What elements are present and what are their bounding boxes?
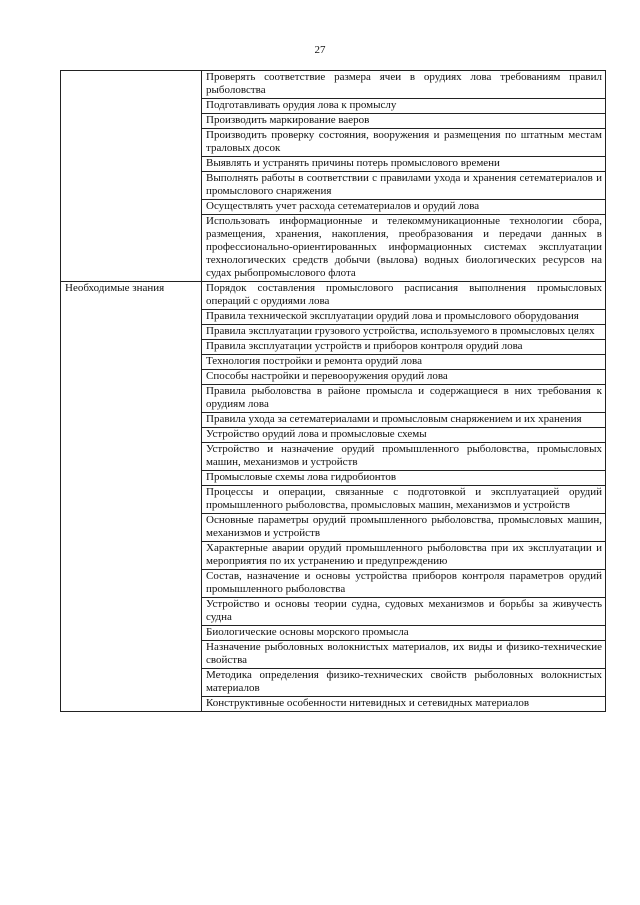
knowledge-item: Порядок составления промыслового расписания выполнения промысловых операций с орудиями лова xyxy=(202,282,606,310)
knowledge-item: Правила эксплуатации устройств и приборов контроля орудий лова xyxy=(202,340,606,355)
knowledge-item: Характерные аварии орудий промышленного рыболовства при их эксплуатации и мероприятия по их устранению и предупреждению xyxy=(202,542,606,570)
skill-item: Выявлять и устранять причины потерь промыслового времени xyxy=(202,157,606,172)
knowledge-item: Правила технической эксплуатации орудий лова и промыслового оборудования xyxy=(202,310,606,325)
knowledge-label: Необходимые знания xyxy=(61,282,202,712)
knowledge-item: Назначение рыболовных волокнистых материалов, их виды и физико-технические свойства xyxy=(202,641,606,669)
knowledge-item: Биологические основы морского промысла xyxy=(202,626,606,641)
competency-table xyxy=(60,70,606,712)
skill-item: Использовать информационные и телекоммуникационные технологии сбора, размещения, хранения, накопления, преобразования и передачи данных в профессионально-ориентированных информационных системах эксплуатации технологических средств добычи (вылова) водных биологических ресурсов на судах рыбопромыслового флота xyxy=(202,215,606,282)
skills-label-cell xyxy=(61,71,202,282)
knowledge-item: Методика определения физико-технических свойств рыболовных волокнистых материалов xyxy=(202,669,606,697)
skill-item: Производить маркирование ваеров xyxy=(202,114,606,129)
page-number: 27 xyxy=(314,44,326,56)
knowledge-item: Устройство и основы теории судна, судовых механизмов и борьбы за живучесть судна xyxy=(202,598,606,626)
knowledge-item: Правила эксплуатации грузового устройства, используемого в промысловых целях xyxy=(202,325,606,340)
knowledge-item: Промысловые схемы лова гидробионтов xyxy=(202,471,606,486)
skill-item: Выполнять работы в соответствии с правилами ухода и хранения сетематериалов и промыслового снаряжения xyxy=(202,172,606,200)
skill-item: Осуществлять учет расхода сетематериалов и орудий лова xyxy=(202,200,606,215)
skill-item: Проверять соответствие размера ячеи в орудиях лова требованиям правил рыболовства xyxy=(202,71,606,99)
skill-item: Производить проверку состояния, вооружения и размещения по штатным местам траловых досок xyxy=(202,129,606,157)
table-row xyxy=(61,71,606,99)
knowledge-item: Устройство и назначение орудий промышленного рыболовства, промысловых машин, механизмов и устройств xyxy=(202,443,606,471)
knowledge-item: Технология постройки и ремонта орудий лова xyxy=(202,355,606,370)
skill-item: Подготавливать орудия лова к промыслу xyxy=(202,99,606,114)
knowledge-item: Способы настройки и перевооружения орудий лова xyxy=(202,370,606,385)
table-row xyxy=(61,282,606,310)
knowledge-item: Основные параметры орудий промышленного рыболовства, промысловых машин, механизмов и устройств xyxy=(202,514,606,542)
knowledge-item: Конструктивные особенности нитевидных и сетевидных материалов xyxy=(202,697,606,712)
knowledge-item: Устройство орудий лова и промысловые схемы xyxy=(202,428,606,443)
knowledge-item: Правила ухода за сетематериалами и промысловым снаряжением и их хранения xyxy=(202,413,606,428)
knowledge-item: Процессы и операции, связанные с подготовкой и эксплуатацией орудий промышленного рыболовства, промысловых машин, механизмов и устройств xyxy=(202,486,606,514)
knowledge-item: Состав, назначение и основы устройства приборов контроля параметров орудий промышленного рыболовства xyxy=(202,570,606,598)
knowledge-item: Правила рыболовства в районе промысла и содержащиеся в них требования к орудиям лова xyxy=(202,385,606,413)
